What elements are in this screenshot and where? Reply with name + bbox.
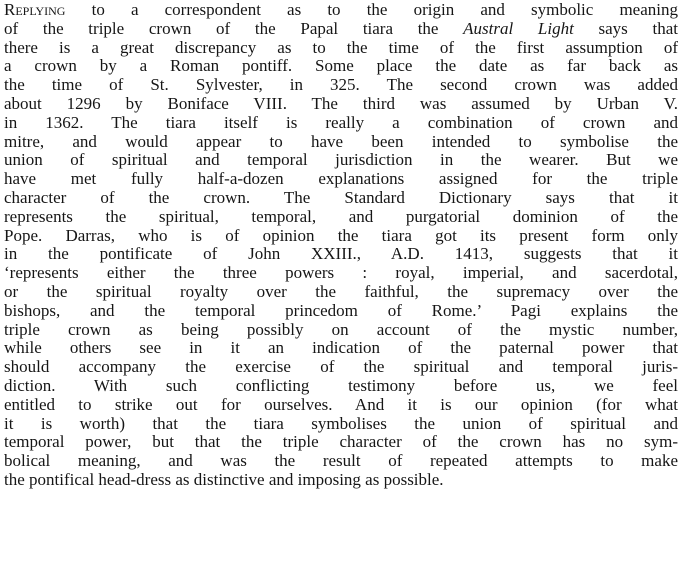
text-line-9: union of spiritual and temporal jurisdiction in the wearer. But we <box>4 151 678 170</box>
text-line-17: bishops, and the temporal princedom of Rome.’ Pagi explains the <box>4 301 678 320</box>
text-line-16: or the spiritual royalty over the faithful, the supremacy over the <box>4 282 678 301</box>
text-line-18: triple crown as being possibly on account of the mystic number, <box>4 320 678 339</box>
text-line-11: character of the crown. The Standard Dictionary says that it <box>4 188 678 207</box>
text-line-7: in 1362. The tiara itself is really a combination of crown and <box>4 113 678 132</box>
text-line-4: a crown by a Roman pontiff. Some place the date as far back as <box>4 57 678 76</box>
text-line-2 <box>4 20 678 39</box>
text-line-13: Pope. Darras, who is of opinion the tiara got its present form only <box>4 226 678 245</box>
text-line-24: temporal power, but that the triple character of the crown has no sym- <box>4 433 678 452</box>
text-line-23: it is worth) that the tiara symbolises the union of spiritual and <box>4 414 678 433</box>
text-line-22: entitled to strike out for ourselves. And it is our opinion (for what <box>4 395 678 414</box>
text-line-26: the pontifical head-dress as distinctive and imposing as possible. <box>4 470 444 489</box>
text-line-10: have met fully half-a-dozen explanations assigned for the triple <box>4 170 678 189</box>
text-line-5: the time of St. Sylvester, in 325. The second crown was added <box>4 76 678 95</box>
text-line-14: in the pontificate of John XXIII., A.D. 1413, suggests that it <box>4 245 678 264</box>
lead-word-small-caps: Replying <box>4 1 66 19</box>
text-line-19: while others see in it an indication of the paternal power that <box>4 339 678 358</box>
text-line-8: mitre, and would appear to have been intended to symbolise the <box>4 132 678 151</box>
text-line-3: there is a great discrepancy as to the time of the first assumption of <box>4 38 678 57</box>
publication-title-italic: Austral Light <box>463 19 574 38</box>
line-2-before: of the triple crown of the Papal tiara the <box>4 19 464 38</box>
line-2-after: says that <box>573 19 678 38</box>
line-1-text: to a correspondent as to the origin and symbolic meaning <box>65 1 678 19</box>
text-line-20: should accompany the exercise of the spiritual and temporal juris- <box>4 358 678 377</box>
text-line-15: ‘represents either the three powers : royal, imperial, and sacerdotal, <box>4 264 678 283</box>
text-line-12: represents the spiritual, temporal, and purgatorial dominion of the <box>4 207 678 226</box>
text-line-1 <box>4 1 678 20</box>
text-line-21: diction. With such conflicting testimony before us, we feel <box>4 376 678 395</box>
text-line-6: about 1296 by Boniface VIII. The third was assumed by Urban V. <box>4 94 678 113</box>
article-column <box>4 1 678 567</box>
text-line-25: bolical meaning, and was the result of repeated attempts to make <box>4 452 678 471</box>
